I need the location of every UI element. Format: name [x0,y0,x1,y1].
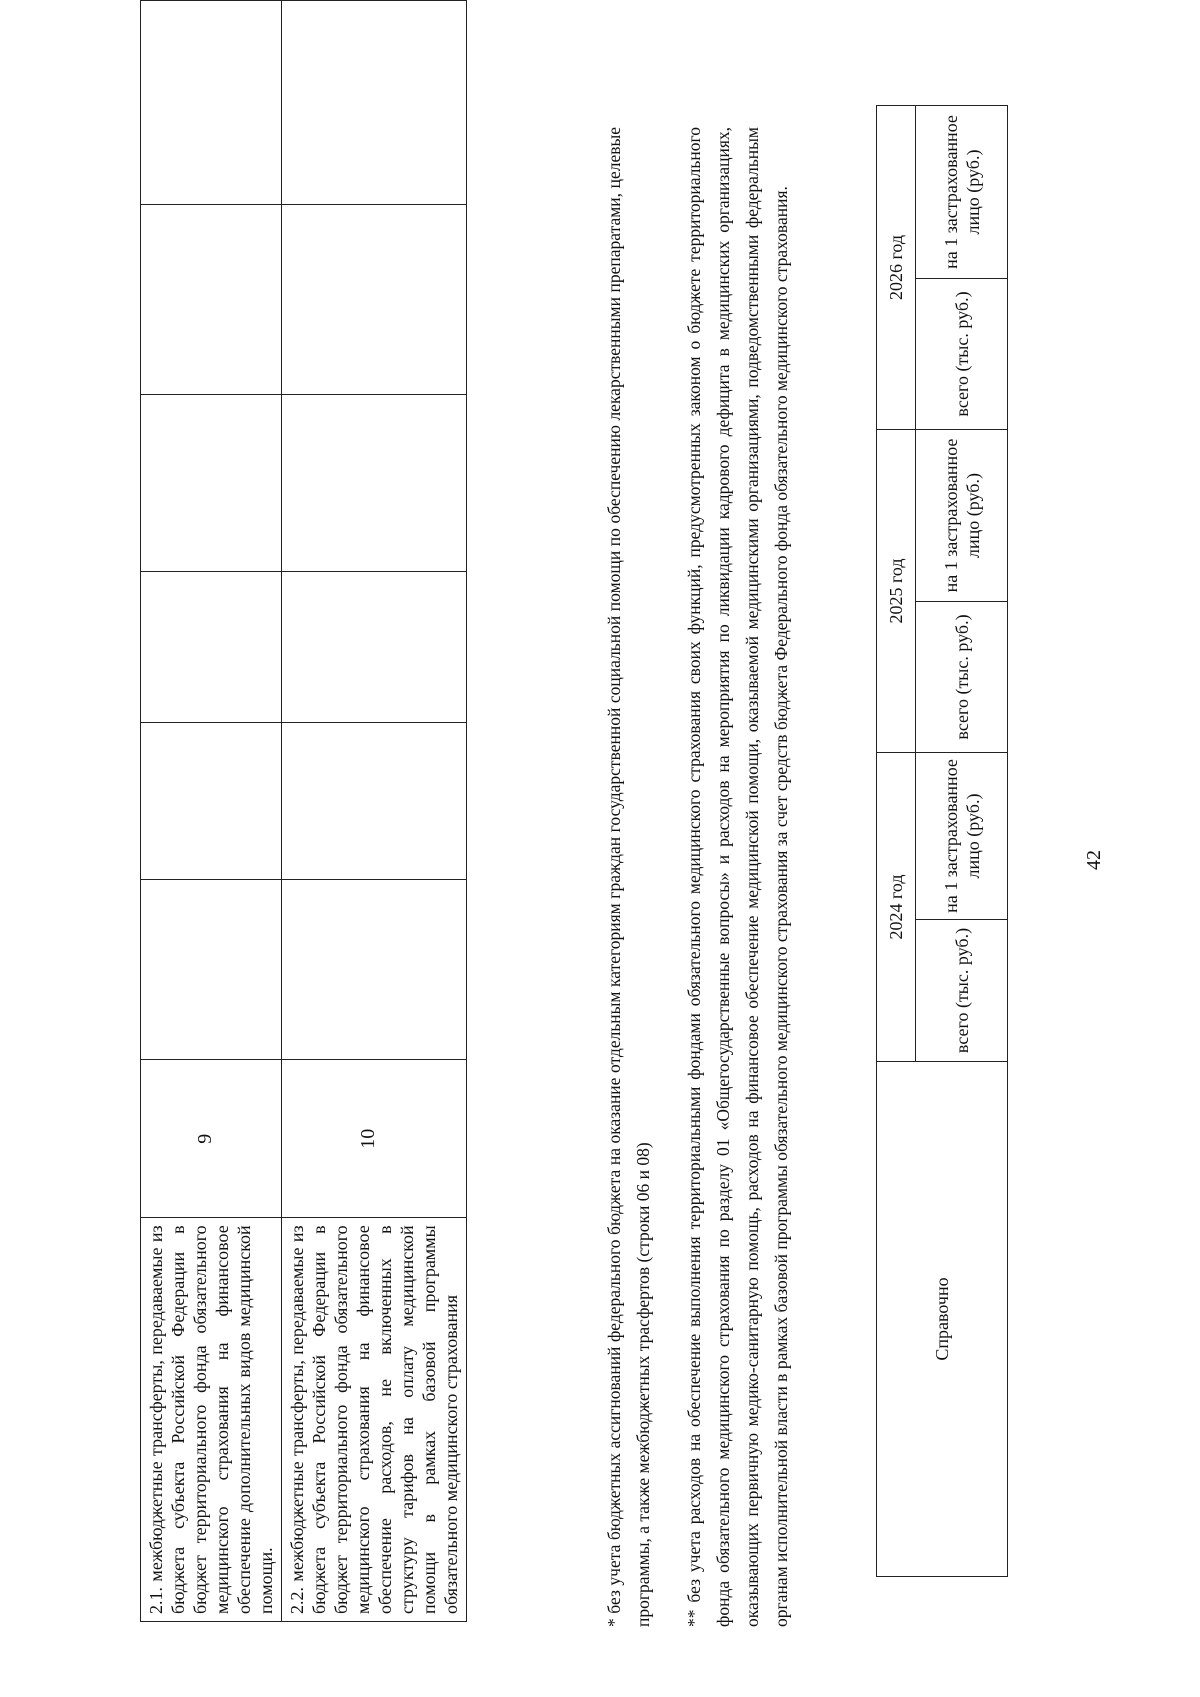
column-total: всего (тыс. руб.) [916,279,1008,430]
year-header: 2026 год [877,106,916,430]
column-per-person: на 1 застрахованное лицо (руб.) [916,753,1008,920]
financing-table [140,0,467,1622]
empty-cell [141,1,282,205]
reference-label: Справочно [877,1062,1008,1577]
empty-cell [141,394,282,571]
empty-cell [282,1,467,205]
table-row [141,1,282,1622]
table-row [877,106,916,1577]
year-header: 2025 год [877,430,916,753]
year-header: 2024 год [877,753,916,1062]
column-per-person: на 1 застрахованное лицо (руб.) [916,430,1008,602]
page-number: 42 [1083,850,1105,870]
empty-cell [282,394,467,571]
column-total: всего (тыс. руб.) [916,920,1008,1062]
empty-cell [141,722,282,880]
empty-cell [141,205,282,395]
table-row [282,1,467,1622]
row-description: 2.2. межбюджетные трансферты, передаваемые из бюджета субъекта Российской Федерации в бюджет территориального фонда обязательного медицинского страхования на финансовое обеспечение расходов, не включенных в структуру тарифов на оплату медицинской помощи в рамках базовой программы обязательного медицинского страхования [282,1218,467,1622]
row-line-number: 9 [141,1060,282,1218]
row-description: 2.1. межбюджетные трансферты, передаваемые из бюджета субъекта Российской Федерации в бюджет территориального фонда обязательного медицинского страхования на финансовое обеспечение дополнительных видов медицинской помощи. [141,1218,282,1622]
column-total: всего (тыс. руб.) [916,602,1008,753]
empty-cell [282,571,467,722]
reference-table [876,105,1008,1577]
footnote-2: ** без учета расходов на обеспечение выполнения территориальными фондами обязательного медицинского страхования своих функций, предусмотренных законом о бюджете территориального фонда обязательного медицинского страхования по разделу 01 «Общегосударственные вопросы» и расходов на мероприятия по ликвидации кадрового дефицита в медицинских организациях, оказывающих первичную медико-санитарную помощь, расходов на финансовое обеспечение медицинской помощи, оказываемой медицинскими организациями, подведомственными федеральным органам исполнительной власти в рамках базовой программы обязательного медицинского страхования за счет средств бюджета Федерального фонда обязательного медицинского страхования. [684,127,791,1627]
empty-cell [282,880,467,1060]
empty-cell [141,880,282,1060]
column-per-person: на 1 застрахованное лицо (руб.) [916,106,1008,279]
footnote-1: * без учета бюджетных ассигнований федерального бюджета на оказание отдельным категориям граждан государственной социальной помощи по обеспечению лекарственными препаратами, целевые программы, а также межбюджетных трасфертов (строки 06 и 08) [604,127,653,1627]
empty-cell [141,571,282,722]
row-line-number: 10 [282,1060,467,1218]
empty-cell [282,205,467,395]
empty-cell [282,722,467,880]
